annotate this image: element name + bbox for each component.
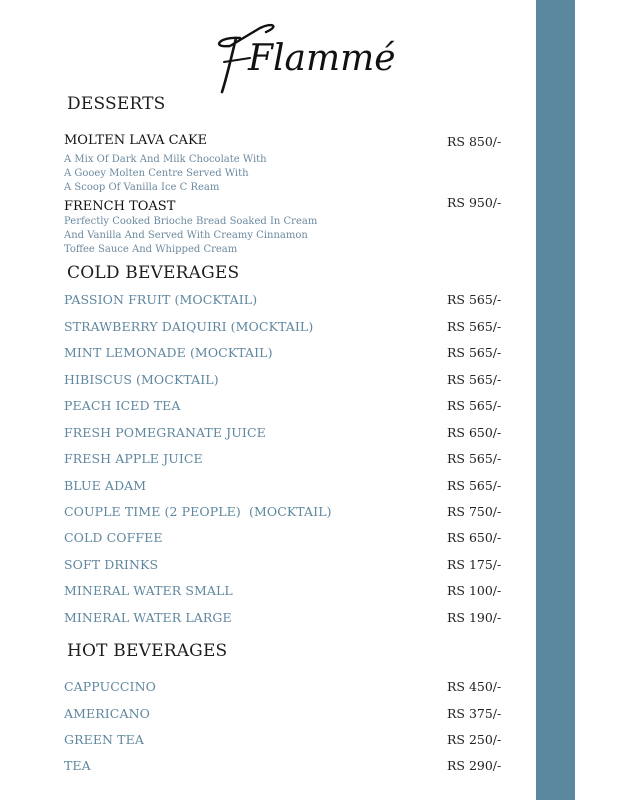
item-name: MOLTEN LAVA CAKE <box>64 133 208 148</box>
beverage-name: MINERAL WATER LARGE <box>64 610 232 625</box>
beverage-name: CAPPUCCINO <box>64 679 156 694</box>
beverage-price: RS 650/- <box>447 530 502 545</box>
beverage-name: GREEN TEA <box>64 732 144 747</box>
decorative-side-band <box>536 0 575 800</box>
item-price: RS 950/- <box>447 195 502 210</box>
beverage-name: STRAWBERRY DAIQUIRI (MOCKTAIL) <box>64 319 314 334</box>
beverage-name: AMERICANO <box>64 706 150 721</box>
section-title-desserts: DESSERTS <box>67 94 166 114</box>
beverage-price: RS 565/- <box>447 319 502 334</box>
beverage-name: MINT LEMONADE (MOCKTAIL) <box>64 345 273 360</box>
beverage-price: RS 650/- <box>447 425 502 440</box>
beverage-price: RS 565/- <box>447 292 502 307</box>
item-description <box>64 215 364 257</box>
brand-logo-script <box>200 8 410 98</box>
beverage-price: RS 750/- <box>447 504 502 519</box>
beverage-name: MINERAL WATER SMALL <box>64 583 233 598</box>
beverage-price: RS 565/- <box>447 372 502 387</box>
item-price: RS 850/- <box>447 134 502 149</box>
beverage-price: RS 175/- <box>447 557 502 572</box>
beverage-name: FRESH APPLE JUICE <box>64 451 203 466</box>
beverage-price: RS 450/- <box>447 679 502 694</box>
beverage-price: RS 565/- <box>447 451 502 466</box>
beverage-name: TEA <box>64 758 91 773</box>
beverage-name: HIBISCUS (MOCKTAIL) <box>64 372 219 387</box>
section-title-cold-beverages: COLD BEVERAGES <box>67 263 240 283</box>
description-line: And Vanilla And Served With Creamy Cinnamon <box>64 230 308 241</box>
brand-logo <box>200 8 410 98</box>
description-line: A Mix Of Dark And Milk Chocolate With <box>64 154 267 165</box>
item-description <box>64 153 364 195</box>
beverage-price: RS 100/- <box>447 583 502 598</box>
beverage-price: RS 375/- <box>447 706 502 721</box>
beverage-name: PEACH ICED TEA <box>64 398 181 413</box>
beverage-price: RS 565/- <box>447 345 502 360</box>
beverage-price: RS 250/- <box>447 732 502 747</box>
section-title-hot-beverages: HOT BEVERAGES <box>67 641 228 661</box>
beverage-name: PASSION FRUIT (MOCKTAIL) <box>64 292 258 307</box>
beverage-price: RS 190/- <box>447 610 502 625</box>
beverage-price: RS 290/- <box>447 758 502 773</box>
description-line: A Gooey Molten Centre Served With <box>64 168 249 179</box>
beverage-name: SOFT DRINKS <box>64 557 159 572</box>
description-line: Perfectly Cooked Brioche Bread Soaked In Cream <box>64 216 318 227</box>
brand-name: Flammé <box>248 38 396 79</box>
beverage-name: BLUE ADAM <box>64 478 147 493</box>
beverage-name: COLD COFFEE <box>64 530 163 545</box>
beverage-price: RS 565/- <box>447 478 502 493</box>
item-name: FRENCH TOAST <box>64 199 176 214</box>
beverage-name: COUPLE TIME (2 PEOPLE) (MOCKTAIL) <box>64 504 332 519</box>
description-line: A Scoop Of Vanilla Ice C Ream <box>64 182 220 193</box>
beverage-price: RS 565/- <box>447 398 502 413</box>
description-line: Toffee Sauce And Whipped Cream <box>64 244 238 255</box>
beverage-name: FRESH POMEGRANATE JUICE <box>64 425 266 440</box>
